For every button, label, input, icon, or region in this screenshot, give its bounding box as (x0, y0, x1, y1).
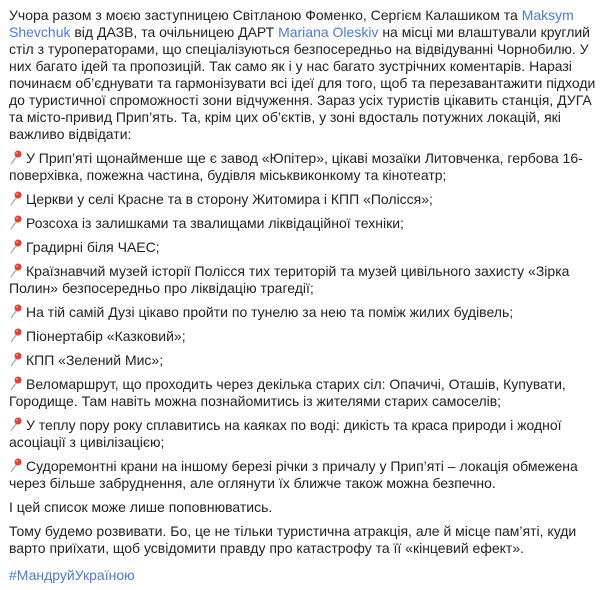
pushpin-icon (9, 239, 22, 254)
pushpin-icon (9, 150, 22, 165)
pushpin-icon (9, 376, 22, 391)
pushpin-icon (9, 191, 22, 206)
bullet-list (9, 150, 605, 492)
intro-text: на місці ми влаштували круглий стіл з туроператорами, що спеціалізуються безпосередньо на відвідуванні Чорнобилю. У них багато ідей та пропозицій. Так само як і у нас багато зустрічних коментарів. Наразі починаєм об’єднувати та гармонізувати всі ідеї для того, щоб та перезавантажити підходи до туристичної спроможності зони відчуження. Зараз усіх туристів цікавить станція, ДУГА та місто-привид Прип’ять. Та, крім цих об’єктів, у зоні вдосталь потужних локацій, які важливо відвідати: (9, 24, 596, 142)
closing-paragraph: Тому будемо розвивати. Бо, це не тільки туристична атракція, але й місце пам’яті, куди варто приїхати, щоб усвідомити правду про катастрофу та її «кінцевий ефект». (9, 523, 577, 556)
bullet-item (9, 150, 605, 184)
bullet-text: Піонертабір «Казковий»; (26, 328, 186, 344)
bullet-text: У теплу пору року сплавитись на каяках по воді: дикість та краса природи і жодної асоціації з цивілізацією; (9, 417, 562, 450)
bullet-text: Розсоха із залишками та звалищами ліквідаційної техніки; (26, 215, 404, 231)
pushpin-icon (9, 417, 22, 432)
bullet-item (9, 328, 605, 345)
intro-paragraph (9, 7, 605, 143)
hashtag-link[interactable]: #МандруйУкраїною (9, 567, 135, 583)
bullet-item (9, 239, 605, 256)
bullet-text: На тій самій Дузі цікаво пройти по тунелю за нею та поміж жилих будівель; (26, 304, 514, 320)
bullet-text: Градирні біля ЧАЕС; (26, 239, 160, 255)
bullet-text: У Прип’яті щонайменше ще є завод «Юпітер», цікаві мозаїки Литовченка, гербова 16-поверхівка, пожежна частина, будівля міськвиконкому та кінотеатр; (9, 150, 583, 183)
bullet-text: КПП «Зелений Мис»; (26, 352, 164, 368)
bullet-text: Судоремонтні крани на іншому березі річки з причалу у Прип’яті – локація обмежена через більше забруднення, але оглянути їх ближче також можна безпечно. (9, 458, 578, 491)
bullet-item (9, 417, 605, 451)
pushpin-icon (9, 263, 22, 278)
bullet-text: Країзнавчий музей історії Полісся тих територій та музей цивільного захисту «Зірка Полин» безпосередньо про ліквідацію трагедії; (9, 263, 570, 296)
bullet-item (9, 458, 605, 492)
mention-link[interactable]: Maksym Shevchuk (9, 7, 574, 40)
hashtag-row (9, 567, 605, 584)
intro-text: від ДАЗВ, та очільницею ДАРТ (70, 24, 279, 40)
pushpin-icon (9, 304, 22, 319)
mention-link[interactable]: Mariana Oleskiv (278, 24, 379, 40)
bullet-item (9, 263, 605, 297)
pushpin-icon (9, 215, 22, 230)
pushpin-icon (9, 458, 22, 473)
bullet-item (9, 376, 605, 410)
bullet-item (9, 191, 605, 208)
bullet-text: Церкви у селі Красне та в сторону Житомира і КПП «Полісся»; (26, 191, 433, 207)
bullet-text: Веломаршрут, що проходить через декілька старих сіл: Опачичі, Оташів, Купувати, Городище. Там навіть можна познайомитись із жителями старих самоселів; (9, 376, 566, 409)
bullet-item (9, 304, 605, 321)
closing-line: І цей список може лише поповнюватись. (9, 499, 273, 515)
pushpin-icon (9, 352, 22, 367)
bullet-item (9, 352, 605, 369)
pushpin-icon (9, 328, 22, 343)
bullet-item (9, 215, 605, 232)
intro-text: Учора разом з моєю заступницею Світланою Фоменко, Сергієм Калашиком та (9, 7, 522, 23)
